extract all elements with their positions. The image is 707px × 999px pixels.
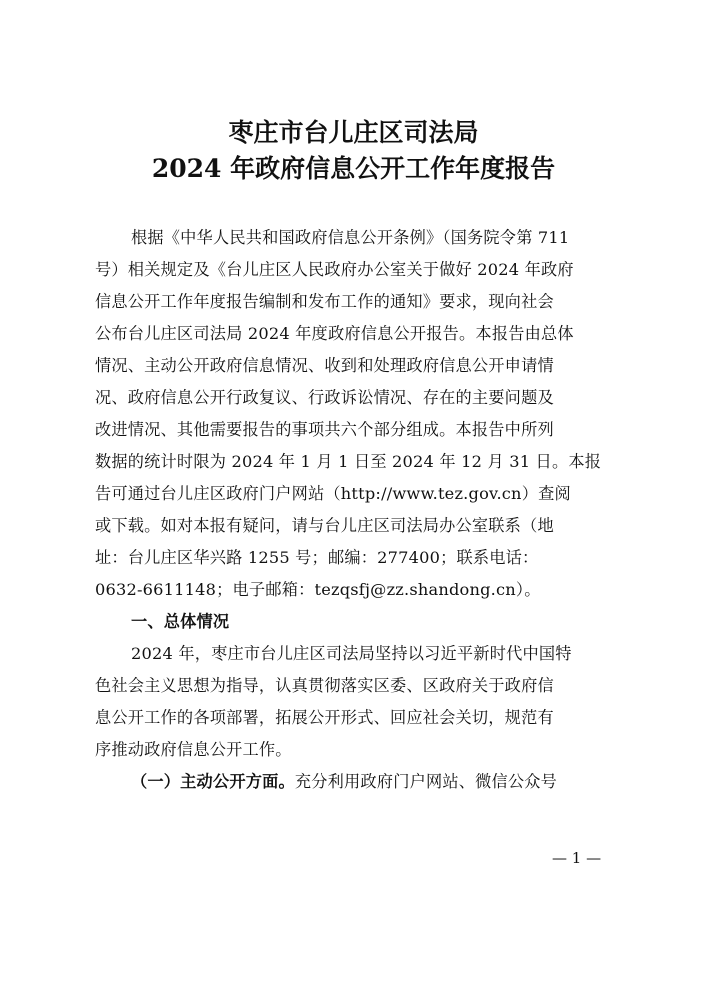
paragraph-line: 0632-6611148；电子邮箱：tezqsfj@zz.shandong.cn）。 xyxy=(95,580,541,599)
section-heading: 一、总体情况 xyxy=(131,612,230,631)
paragraph-line: 况、政府信息公开行政复议、行政诉讼情况、存在的主要问题及 xyxy=(95,388,554,407)
paragraph-line: 告可通过台儿庄区政府门户网站（http://www.tez.gov.cn）查阅 xyxy=(95,484,571,503)
paragraph-line: 数据的统计时限为 2024 年 1 月 1 日至 2024 年 12 月 31 日。本报 xyxy=(95,452,602,471)
paragraph-line: 改进情况、其他需要报告的事项共六个部分组成。本报告中所列 xyxy=(95,420,554,439)
paragraph-line: 或下载。如对本报有疑问，请与台儿庄区司法局办公室联系（地 xyxy=(95,516,554,535)
subsection-line xyxy=(131,772,615,792)
paragraph-line: 公布台儿庄区司法局 2024 年度政府信息公开报告。本报告由总体 xyxy=(95,324,574,343)
subsection-text: 充分利用政府门户网站、微信公众号 xyxy=(294,772,558,791)
page-number: — 1 — xyxy=(552,849,602,867)
paragraph-line: 色社会主义思想为指导，认真贯彻落实区委、区政府关于政府信 xyxy=(95,676,554,695)
paragraph-line: 号）相关规定及《台儿庄区人民政府办公室关于做好 2024 年政府 xyxy=(95,260,574,279)
paragraph-line: 序推动政府信息公开工作。 xyxy=(95,740,292,759)
paragraph-line: 址：台儿庄区华兴路 1255 号；邮编：277400；联系电话： xyxy=(95,548,539,567)
paragraph-line: 2024 年，枣庄市台儿庄区司法局坚持以习近平新时代中国特 xyxy=(131,644,572,663)
paragraph-line: 情况、主动公开政府信息情况、收到和处理政府信息公开申请情 xyxy=(95,356,554,375)
paragraph-line: 息公开工作的各项部署，拓展公开形式、回应社会关切，规范有 xyxy=(95,708,554,727)
subsection-heading: （一）主动公开方面。 xyxy=(131,772,295,791)
paragraph-line: 根据《中华人民共和国政府信息公开条例》（国务院令第 711 xyxy=(131,228,570,247)
paragraph-line: 信息公开工作年度报告编制和发布工作的通知》要求，现向社会 xyxy=(95,292,554,311)
report-title-line-2: 2024 年政府信息公开工作年度报告 xyxy=(151,154,556,183)
report-title-line-1: 枣庄市台儿庄区司法局 xyxy=(228,118,479,147)
